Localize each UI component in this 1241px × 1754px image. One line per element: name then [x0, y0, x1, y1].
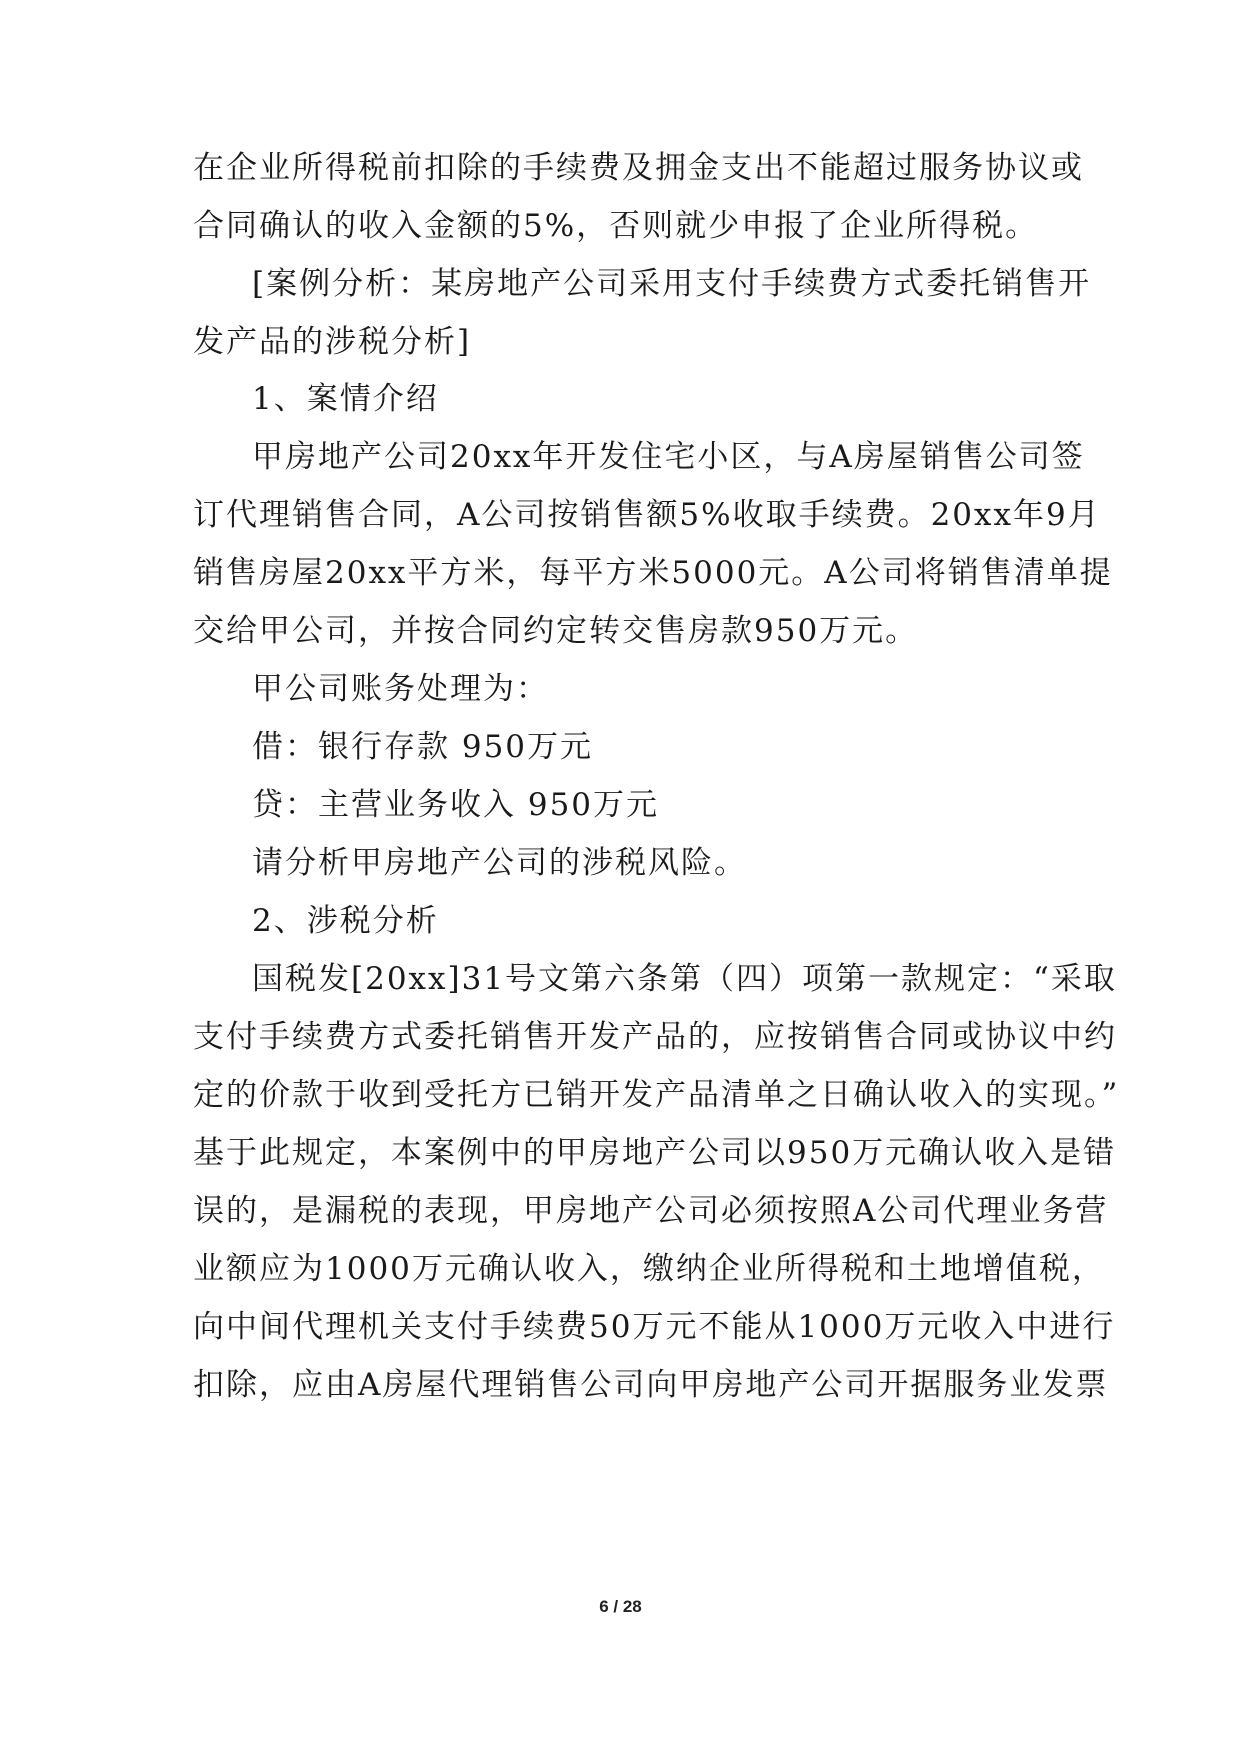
journal-entry-debit: 借：银行存款 950万元 — [252, 729, 594, 765]
body-text-line: 误的，是漏税的表现，甲房地产公司必须按照A公司代理业务营 — [193, 1193, 1109, 1229]
body-text-line: 基于此规定，本案例中的甲房地产公司以950万元确认收入是错 — [193, 1135, 1117, 1171]
body-text-line: 销售房屋20xx平方米，每平方米5000元。A公司将销售清单提 — [193, 555, 1113, 591]
case-title-line: [案例分析：某房地产公司采用支付手续费方式委托销售开 — [252, 266, 1092, 302]
body-text-line: 国税发[20xx]31号文第六条第（四）项第一款规定：“采取 — [252, 961, 1117, 997]
body-text-line: 定的价款于收到受托方已销开发产品清单之日确认收入的实现。” — [193, 1077, 1120, 1113]
section-heading: 1、案情介绍 — [252, 381, 439, 417]
case-title-line: 发产品的涉税分析] — [193, 324, 472, 360]
body-text-line: 请分析甲房地产公司的涉税风险。 — [252, 845, 747, 881]
body-text-line: 支付手续费方式委托销售开发产品的，应按销售合同或协议中约 — [193, 1019, 1117, 1055]
page-number: 6 / 28 — [599, 1597, 642, 1616]
body-text-line: 甲房地产公司20xx年开发住宅小区，与A房屋销售公司签 — [252, 439, 1085, 475]
body-text-line: 向中间代理机关支付手续费50万元不能从1000万元收入中进行 — [193, 1309, 1116, 1345]
body-text-line: 合同确认的收入金额的5%，否则就少申报了企业所得税。 — [193, 208, 1039, 244]
section-heading: 2、涉税分析 — [252, 903, 439, 939]
body-text-line: 甲公司账务处理为： — [252, 671, 549, 707]
body-text-line: 业额应为1000万元确认收入，缴纳企业所得税和土地增值税， — [193, 1251, 1105, 1287]
body-text-line: 扣除，应由A房屋代理销售公司向甲房地产公司开据服务业发票 — [193, 1367, 1109, 1403]
journal-entry-credit: 贷：主营业务收入 950万元 — [252, 787, 660, 823]
body-text-line: 订代理销售合同，A公司按销售额5%收取手续费。20xx年9月 — [193, 497, 1101, 533]
body-text-line: 在企业所得税前扣除的手续费及拥金支出不能超过服务协议或 — [193, 150, 1084, 186]
body-text-line: 交给甲公司，并按合同约定转交售房款950万元。 — [193, 613, 919, 649]
